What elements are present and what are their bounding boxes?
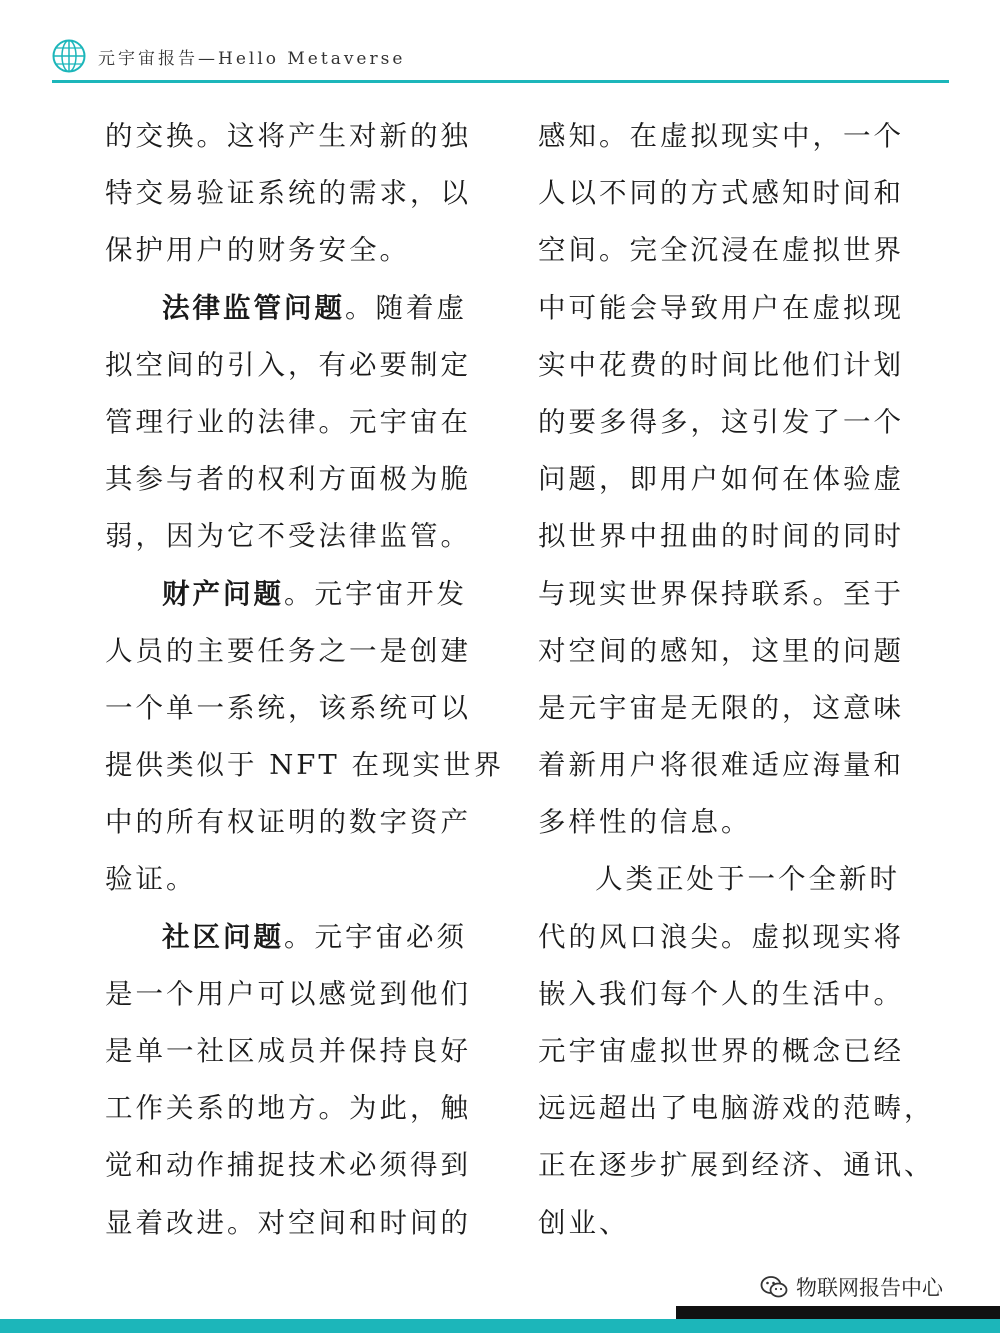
text-line: 空间。完全沉浸在虚拟世界 <box>538 234 904 267</box>
left-column <box>105 108 505 1252</box>
text-line: 其参与者的权利方面极为脆 <box>105 463 471 496</box>
right-column <box>538 108 956 1252</box>
text-line: 感知。在虚拟现实中，一个 <box>538 120 904 152</box>
text-line: 远远超出了电脑游戏的范畴， <box>538 1092 935 1125</box>
wechat-icon <box>760 1275 788 1299</box>
globe-icon <box>52 39 86 73</box>
text-line: 人以不同的方式感知时间和 <box>538 177 904 210</box>
paragraph-first-line <box>105 909 505 966</box>
text-line: 管理行业的法律。元宇宙在 <box>105 405 471 438</box>
text-line: 中的所有权证明的数字资产 <box>105 806 471 839</box>
text-line: 实中花费的时间比他们计划 <box>538 348 904 381</box>
text-line: 是单一社区成员并保持良好 <box>105 1035 471 1067</box>
text-line: 正在逐步扩展到经济、通讯、 <box>538 1149 935 1182</box>
watermark-text: 物联网报告中心 <box>796 1276 943 1300</box>
text-line: 工作关系的地方。为此，触 <box>105 1092 471 1125</box>
header-title: 元宇宙报告—Hello Metaverse <box>98 48 406 69</box>
text-run: 。元宇宙开发 <box>284 577 467 610</box>
text-line: 与现实世界保持联系。至于 <box>538 577 904 610</box>
text-line: 觉和动作捕捉技术必须得到 <box>105 1149 471 1182</box>
text-line: 提供类似于 NFT 在现实世界 <box>105 749 504 782</box>
paragraph-first-line <box>105 280 505 337</box>
text-line: 特交易验证系统的需求，以 <box>105 177 471 210</box>
text-line: 是元宇宙是无限的，这意味 <box>538 691 904 724</box>
text-line: 多样性的信息。 <box>538 806 752 839</box>
text-line: 的交换。这将产生对新的独 <box>105 120 471 152</box>
text-run: 。随着虚 <box>345 291 467 324</box>
page-header <box>52 36 405 76</box>
text-run: 。元宇宙必须 <box>284 920 467 953</box>
section-heading-property: 财产问题 <box>162 577 284 610</box>
footer-bar-teal <box>0 1319 1000 1333</box>
text-line: 对空间的感知，这里的问题 <box>538 634 904 667</box>
text-line: 显着改进。对空间和时间的 <box>105 1206 471 1239</box>
text-line: 的要多得多，这引发了一个 <box>538 405 904 438</box>
text-line: 保护用户的财务安全。 <box>105 234 410 267</box>
text-line: 着新用户将很难适应海量和 <box>538 749 904 782</box>
section-heading-community: 社区问题 <box>162 920 284 953</box>
header-divider <box>52 80 949 83</box>
watermark <box>760 1272 943 1302</box>
text-line: 问题，即用户如何在体验虚 <box>538 463 904 496</box>
text-line: 拟世界中扭曲的时间的同时 <box>538 520 904 553</box>
text-line: 是一个用户可以感觉到他们 <box>105 977 471 1010</box>
text-line: 人员的主要任务之一是创建 <box>105 634 471 667</box>
text-line: 代的风口浪尖。虚拟现实将 <box>538 920 904 953</box>
text-line: 嵌入我们每个人的生活中。 <box>538 977 904 1010</box>
text-line: 创业、 <box>538 1206 630 1239</box>
text-line: 中可能会导致用户在虚拟现 <box>538 291 904 324</box>
text-line: 一个单一系统，该系统可以 <box>105 691 471 724</box>
footer-bar-dark <box>676 1306 1000 1319</box>
text-line: 弱，因为它不受法律监管。 <box>105 520 471 553</box>
section-heading-legal: 法律监管问题 <box>162 291 345 324</box>
paragraph-first-line <box>105 566 505 623</box>
text-line: 拟空间的引入，有必要制定 <box>105 348 471 381</box>
text-line: 元宇宙虚拟世界的概念已经 <box>538 1035 904 1067</box>
paragraph-first-line: 人类正处于一个全新时 <box>595 863 900 896</box>
text-line: 验证。 <box>105 863 197 896</box>
